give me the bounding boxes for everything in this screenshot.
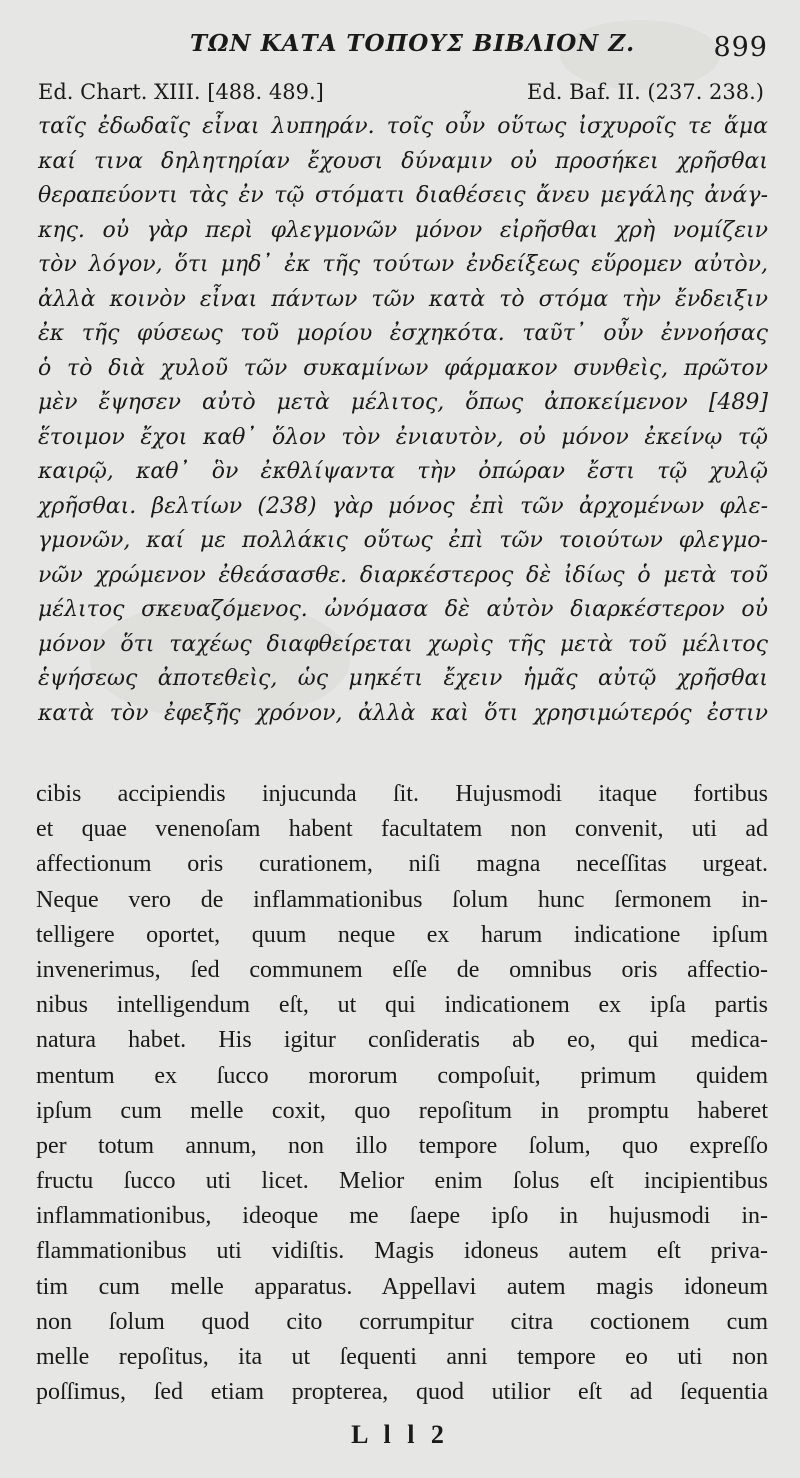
greek-text-line: μόνον ὅτι ταχέως διαφθείρεται χωρὶς τῆς μετὰ τοῦ μέλιτος (38, 631, 768, 657)
page-number: 899 (713, 32, 768, 63)
greek-text-line: χρῆσθαι. βελτίων (238) γὰρ μόνος ἐπὶ τῶν ἀρχομένων φλε- (38, 493, 768, 519)
latin-text-line: non ſolum quod cito corrumpitur citra coctionem cum (36, 1308, 768, 1335)
greek-text-line: ἀλλὰ κοινὸν εἶναι πάντων τῶν κατὰ τὸ στόμα τὴν ἔνδειξιν (38, 286, 768, 312)
greek-text-block (38, 110, 768, 731)
latin-text-line: cibis accipiendis injucunda ſit. Hujusmodi itaque fortibus (36, 781, 768, 807)
edition-chartier-reference: Ed. Chart. XIII. [488. 489.] (38, 80, 324, 104)
latin-text-line: invenerimus, ſed communem eſſe de omnibus oris affectio- (36, 956, 768, 983)
latin-text-line: tim cum melle apparatus. Appellavi autem magis idoneum (36, 1273, 768, 1300)
edition-reference-line (38, 80, 764, 104)
latin-text-line: Neque vero de inflammationibus ſolum hunc ſermonem in- (36, 886, 768, 913)
greek-text-line: κατὰ τὸν ἐφεξῆς χρόνον, ἀλλὰ καὶ ὅτι χρησιμώτερός ἐστιν (38, 700, 768, 726)
latin-text-line: mentum ex ſucco mororum compoſuit, primum quidem (36, 1062, 768, 1089)
greek-text-line: ταῖς ἐδωδαῖς εἶναι λυπηράν. τοῖς οὖν οὕτως ἰσχυροῖς τε ἅμα (38, 114, 768, 139)
latin-text-line: fructu ſucco uti licet. Melior enim ſolus eſt incipientibus (36, 1168, 768, 1195)
latin-text-line: ipſum cum melle coxit, quo repoſitum in promptu haberet (36, 1097, 768, 1124)
greek-text-line: ὁ τὸ διὰ χυλοῦ τῶν συκαμίνων φάρμακον συνθεὶς, πρῶτον (38, 355, 768, 381)
greek-text-line: ἐκ τῆς φύσεως τοῦ μορίου ἐσχηκότα. ταῦτ᾽ οὖν ἐννοήσας (38, 321, 768, 346)
greek-text-line: καιρῷ, καθ᾽ ὃν ἐκθλίψαντα τὴν ὀπώραν ἔστι τῷ χυλῷ (38, 459, 768, 484)
latin-text-line: natura habet. His igitur conſideratis ab eo, qui medica- (36, 1027, 768, 1054)
greek-text-line: τὸν λόγον, ὅτι μηδ᾽ ἐκ τῆς τούτων ἐνδείξεως εὕρομεν αὐτὸν, (38, 252, 768, 277)
latin-text-block (36, 777, 768, 1410)
latin-text-line: et quae venenoſam habent facultatem non convenit, uti ad (36, 816, 768, 843)
greek-text-line: μὲν ἔψησεν αὐτὸ μετὰ μέλιτος, ὅπως ἀποκείμενον [489] (38, 390, 768, 415)
greek-text-line: κης. οὐ γὰρ περὶ φλεγμονῶν μόνον εἰρῆσθαι χρὴ νομίζειν (38, 217, 768, 243)
edition-basel-reference: Ed. Baf. II. (237. 238.) (527, 80, 764, 104)
latin-text-line: poſſimus, ſed etiam propterea, quod utilior eſt ad ſequentia (36, 1379, 768, 1406)
latin-text-line: per totum annum, non illo tempore ſolum, quo expreſſo (36, 1132, 768, 1159)
greek-text-line: νῶν χρώμενον ἐθεάσασθε. διαρκέστερος δὲ ἰδίως ὁ μετὰ τοῦ (38, 562, 768, 588)
latin-text-line: nibus intelligendum eſt, ut qui indicationem ex ipſa partis (36, 992, 768, 1019)
greek-text-line: ἑψήσεως ἀποτεθεὶς, ὡς μηκέτι ἔχειν ἡμᾶς αὐτῷ χρῆσθαι (38, 666, 768, 691)
greek-text-line: μέλιτος σκευαζόμενος. ὠνόμασα δὲ αὐτὸν διαρκέστερον οὐ (38, 597, 768, 622)
greek-text-line: γμονῶν, καί με πολλάκις οὕτως ἐπὶ τῶν τοιούτων φλεγμο- (38, 528, 768, 553)
latin-text-line: affectionum oris curationem, niſi magna neceſſitas urgeat. (36, 851, 768, 878)
latin-text-line: telligere oportet, quum neque ex harum indicatione ipſum (36, 921, 768, 948)
signature-mark: L l l 2 (351, 1420, 449, 1449)
running-title: ΤΩΝ ΚΑΤΑ ΤΟΠΟΥΣ ΒΙΒΛΙΟΝ Ζ. (190, 30, 636, 57)
latin-text-line: flammationibus uti vidiſtis. Magis idoneus autem eſt priva- (36, 1238, 768, 1265)
greek-text-line: ἕτοιμον ἔχοι καθ᾽ ὅλον τὸν ἐνιαυτὸν, οὐ μόνον ἐκείνῳ τῷ (38, 424, 768, 450)
latin-text-line: inflammationibus, ideoque me ſaepe ipſo in hujusmodi in- (36, 1203, 768, 1230)
greek-text-line: θεραπεύοντι τὰς ἐν τῷ στόματι διαθέσεις ἄνευ μεγάλης ἀνάγ- (38, 183, 768, 208)
latin-text-line: melle repoſitus, ita ut ſequenti anni tempore eo uti non (36, 1344, 768, 1370)
greek-text-line: καί τινα δηλητηρίαν ἔχουσι δύναμιν οὐ προσήκει χρῆσθαι (38, 148, 768, 174)
